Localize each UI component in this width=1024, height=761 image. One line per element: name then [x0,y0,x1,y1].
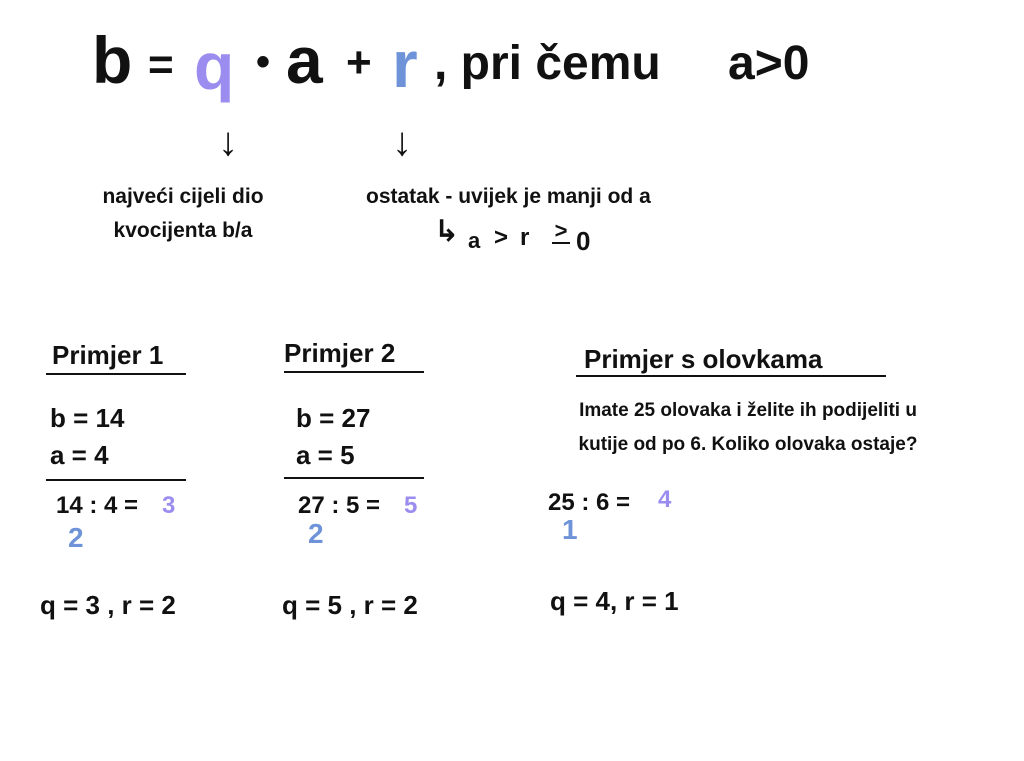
example1-a: a = 4 [50,440,109,470]
example1-remainder: 2 [68,522,84,553]
example2-a: a = 5 [296,440,355,470]
example2-division: 27 : 5 = [298,492,381,519]
formula-equals: = [148,40,174,89]
example1-title-underline [46,373,186,375]
example3-problem-line1: Imate 25 olovaka i želite ih podijeliti u [579,400,917,421]
formula-q: q [194,29,235,103]
q-explanation [80,180,286,248]
example3-title-underline [576,375,886,377]
example2-b: b = 27 [296,403,371,433]
formula-b: b [92,23,133,97]
example3-division: 25 : 6 = [548,489,631,516]
cond-a: a [468,228,481,253]
formula-tail: , pri čemu [434,37,661,90]
example3-remainder: 1 [562,514,578,545]
cond-r: r [520,224,530,251]
example3-title: Primjer s olovkama [584,344,823,374]
example2-remainder: 2 [308,518,324,549]
q-arrow-icon: ↓ [218,120,238,164]
formula-plus: + [346,38,372,87]
example3-quotient: 4 [658,486,672,513]
example1-quotient: 3 [162,492,176,519]
example3-result: q = 4, r = 1 [550,586,679,616]
cond-ge: > [552,220,570,244]
r-arrow-icon: ↓ [392,120,412,164]
example2-title-underline [284,371,424,373]
example1-b: b = 14 [50,403,125,433]
hook-arrow-icon: ↳ [434,215,460,248]
example2-result: q = 5 , r = 2 [282,590,418,620]
example2-quotient: 5 [404,492,418,519]
formula-condition: a>0 [728,37,810,90]
example1-divider [46,479,186,481]
example3-problem [520,394,976,462]
formula-dot: • [256,40,271,84]
q-explanation-line2: kvocijenta b/a [113,219,253,242]
example2-divider [284,477,424,479]
r-explanation: ostatak - uvijek je manji od a [366,185,651,208]
q-explanation-line1: najveći cijeli dio [102,185,264,208]
cond-zero: 0 [576,226,591,256]
cond-gt: > [494,224,509,251]
example2-title: Primjer 2 [284,338,396,368]
example1-division: 14 : 4 = [56,492,139,519]
example1-title: Primjer 1 [52,340,164,370]
example1-result: q = 3 , r = 2 [40,590,176,620]
formula-a: a [286,23,323,97]
example3-problem-line2: kutije od po 6. Koliko olovaka ostaje? [578,434,918,455]
formula-r: r [392,27,418,101]
